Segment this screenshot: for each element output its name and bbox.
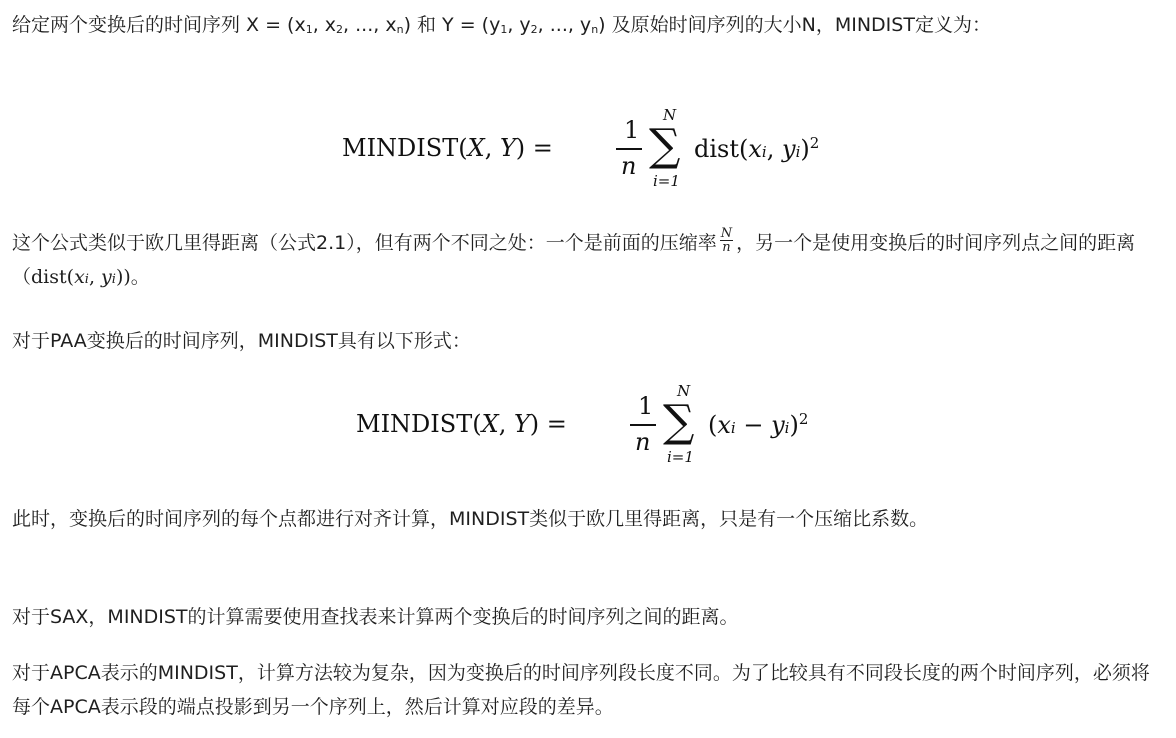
subscript: 1	[500, 23, 508, 36]
formula-numerator: 1	[624, 116, 640, 144]
intro-paragraph	[12, 8, 1164, 47]
sum-lower-limit: i=1	[667, 448, 694, 466]
intro-text-3: ) 及原始时间序列的大小N，MINDIST定义为：	[598, 14, 991, 36]
formula-body: dist(xi, yi)$^2$	[694, 134, 820, 163]
fraction-bar	[630, 424, 656, 426]
formula-numerator: 1	[638, 392, 654, 420]
paa-intro-paragraph: 对于PAA变换后的时间序列，MINDIST具有以下形式：	[12, 330, 471, 352]
inline-fraction: $\frac{N}{n}$	[720, 226, 733, 255]
summation-sigma: ∑	[663, 396, 695, 447]
comparison-text-3: 。	[130, 266, 150, 288]
intro-text: , ..., x	[343, 14, 397, 36]
subscript: n	[396, 23, 404, 36]
sum-upper-limit: N	[677, 382, 691, 400]
formula-body: (xi − yi)$^2$	[708, 410, 809, 439]
intro-text: , x	[312, 14, 337, 36]
apca-paragraph: 对于APCA表示的MINDIST，计算方法较为复杂，因为变换后的时间序列段长度不同。为了比较具有不同段长度的两个时间序列，必须将每个APCA表示段的端点投影到另一个序列上，然后计算对应段的差异。	[12, 662, 1150, 718]
subscript: 2	[530, 23, 538, 36]
fraction-bar	[616, 148, 642, 150]
paa-explanation-paragraph: 此时，变换后的时间序列的每个点都进行对齐计算，MINDIST类似于欧几里得距离，只是有一个压缩比系数。	[12, 508, 929, 530]
intro-text-2: ) 和 Y = (y	[403, 14, 501, 36]
summation-sigma: ∑	[649, 120, 681, 171]
formula-denominator: n	[621, 152, 637, 180]
sax-paragraph: 对于SAX，MINDIST的计算需要使用查找表来计算两个变换后的时间序列之间的距离。	[12, 606, 739, 628]
comparison-text-1: 这个公式类似于欧几里得距离（公式2.1），但有两个不同之处：一个是前面的压缩率	[12, 232, 717, 254]
mindist-formula-general	[12, 108, 1164, 204]
formula-lhs: MINDIST(X, Y) =	[342, 134, 553, 162]
intro-text-1: 给定两个变换后的时间序列 X = (x	[12, 14, 306, 36]
comparison-text-2: ，另一个是使用变换后的时间序列点之间的距离（	[12, 232, 1136, 288]
subscript: 2	[336, 23, 344, 36]
mindist-formula-paa	[12, 384, 1164, 480]
formula-lhs: MINDIST(X, Y) =	[356, 410, 567, 438]
sum-lower-limit: i=1	[653, 172, 680, 190]
inline-dist-expression: dist(xi, yi))	[31, 266, 131, 288]
subscript: 1	[305, 23, 313, 36]
comparison-paragraph	[12, 226, 1164, 297]
intro-text: , y	[507, 14, 531, 36]
subscript: n	[591, 23, 599, 36]
formula-denominator: n	[635, 428, 651, 456]
sum-upper-limit: N	[663, 106, 677, 124]
intro-text: , ..., y	[537, 14, 592, 36]
